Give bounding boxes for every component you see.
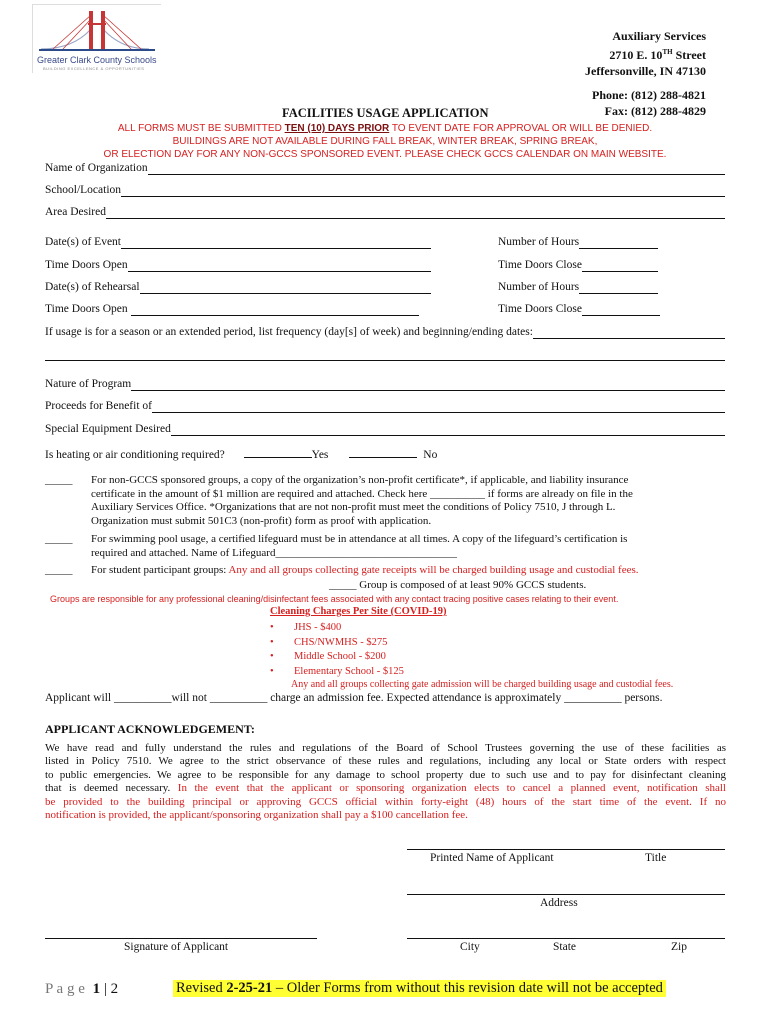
open1-row: [45, 259, 431, 272]
school-field[interactable]: [121, 184, 725, 197]
title-caption: Title: [645, 852, 667, 864]
rehearsal-row: [45, 281, 431, 294]
check-item-1: [45, 474, 730, 528]
dates-row: [45, 236, 431, 249]
proceeds-field[interactable]: [152, 400, 725, 413]
season-field-2[interactable]: [45, 346, 725, 361]
state-caption: State: [553, 941, 576, 953]
revision-note: Revised 2-25-21 – Older Forms from without this revision date will not be accepted: [173, 980, 666, 997]
dates-label: Date(s) of Event: [45, 236, 121, 248]
org-label: Name of Organization: [45, 162, 148, 174]
check-blank-2[interactable]: _____: [45, 533, 73, 545]
ack-line4: that is deemed necessary. In the event that the applicant or sponsoring organization elects to cancel a planned event, notification shall: [45, 782, 726, 795]
close1-label: Time Doors Close: [498, 259, 582, 271]
check-blank-1[interactable]: _____: [45, 474, 73, 486]
close1-field[interactable]: [582, 259, 658, 272]
notice-line2: BUILDINGS ARE NOT AVAILABLE DURING FALL BREAK, WINTER BREAK, SPRING BREAK,: [172, 136, 598, 147]
school-label: School/Location: [45, 184, 122, 196]
close2-field[interactable]: [582, 303, 660, 316]
ack-heading: APPLICANT ACKNOWLEDGEMENT:: [45, 722, 255, 736]
city-state-zip-line[interactable]: [407, 938, 725, 939]
org-field[interactable]: [148, 162, 725, 175]
proceeds-row: [45, 400, 725, 413]
ack-line2: listed in Policy 7510. We agree to the strict observance of these rules and regulations, including any local or State orders with respect: [45, 755, 726, 768]
logo-tagline: BUILDING EXCELLENCE & OPPORTUNITIES: [43, 66, 145, 71]
city: Jeffersonville, IN 47130: [585, 64, 706, 78]
city-caption: City: [460, 941, 480, 953]
ack-line1: We have read and fully understand the rules and regulations of the Board of School Trustees governing the use of these facilities as: [45, 742, 726, 754]
open2-row: [45, 303, 419, 316]
org-row: [45, 162, 725, 175]
close2-label: Time Doors Close: [498, 303, 582, 315]
bridge-logo-icon: [33, 5, 161, 57]
school-row: [45, 184, 725, 197]
hours2-field[interactable]: [579, 281, 658, 294]
page-number: [45, 981, 118, 998]
area-field[interactable]: [106, 206, 725, 219]
open1-field[interactable]: [128, 259, 431, 272]
dates-field[interactable]: [121, 236, 431, 249]
hvac-yes-label: Yes: [311, 449, 329, 461]
page-total: 2: [110, 981, 119, 997]
nature-label: Nature of Program: [45, 378, 132, 390]
hvac-no-label: No: [423, 449, 438, 461]
open2-label: Time Doors Open: [45, 303, 128, 315]
check2-line1: For swimming pool usage, a certified lifeguard must be in attendance at all times. A copy of the lifeguard’s certification is: [91, 533, 628, 545]
notice-line1: ALL FORMS MUST BE SUBMITTED TEN (10) DAYS PRIOR TO EVENT DATE FOR APPROVAL OR WILL BE DENIED.: [117, 123, 653, 134]
ack-body: [45, 742, 726, 822]
page-word: P a g e: [45, 981, 85, 997]
open2-field[interactable]: [131, 303, 419, 316]
equipment-label: Special Equipment Desired: [45, 423, 171, 435]
signature-line[interactable]: [45, 938, 317, 939]
logo: [32, 4, 161, 73]
open1-label: Time Doors Open: [45, 259, 128, 271]
zip-caption: Zip: [671, 941, 687, 953]
ack-line6: notification is provided, the applicant/sponsoring organization shall pay a $100 cancellation fee.: [45, 809, 468, 822]
close1-row: [498, 259, 658, 272]
hvac-yes-field[interactable]: [244, 445, 312, 458]
check1-line1: For non-GCCS sponsored groups, a copy of the organization’s non-profit certificate*, if applicable, and liability insurance: [91, 474, 629, 486]
cleaning-list: [270, 621, 404, 679]
season-field[interactable]: [533, 326, 725, 339]
hvac-label: Is heating or air conditioning required?: [45, 449, 225, 461]
equipment-row: [45, 423, 725, 436]
rehearsal-label: Date(s) of Rehearsal: [45, 281, 140, 293]
printed-name-line[interactable]: [407, 849, 725, 850]
equipment-field[interactable]: [171, 423, 725, 436]
printed-name-caption: Printed Name of Applicant: [430, 852, 554, 864]
proceeds-label: Proceeds for Benefit of: [45, 400, 152, 412]
hours1-field[interactable]: [579, 236, 658, 249]
check-item-2: [45, 533, 730, 560]
hours2-label: Number of Hours: [498, 281, 580, 293]
area-label: Area Desired: [45, 206, 106, 218]
fax: Fax: (812) 288-4829: [604, 104, 706, 118]
nature-row: [45, 378, 725, 391]
hvac-row: [45, 445, 437, 461]
check1-line2: certificate in the amount of $1 million are required and attached. Check here __________ if forms are already on file in the: [91, 487, 633, 500]
address-block: [585, 28, 706, 119]
season-label: If usage is for a season or an extended period, list frequency (day[s] of week) and beginning/ending dates:: [45, 326, 533, 338]
cleaning-item: • Middle School - $200: [270, 651, 386, 662]
form-title: FACILITIES USAGE APPLICATION: [282, 106, 489, 120]
page-num: 1: [92, 981, 101, 997]
street: 2710 E. 10TH Street: [609, 48, 706, 62]
admission-line: Applicant will __________will not __________ charge an admission fee. Expected attendance is approximately __________ persons.: [45, 692, 663, 704]
hours2-row: [498, 281, 658, 294]
ack-line5: be provided to the building principal or approving GCCS official within forty-eight (48) hours of the start time of the event. If no: [45, 795, 726, 808]
cleaning-item: • CHS/NWMHS - $275: [270, 636, 388, 648]
nature-field[interactable]: [131, 378, 725, 391]
address-caption: Address: [540, 897, 578, 909]
cleaning-item: • JHS - $400: [270, 622, 342, 633]
page-sep: |: [100, 981, 111, 997]
notice-line3: OR ELECTION DAY FOR ANY NON-GCCS SPONSORED EVENT. PLEASE CHECK GCCS CALENDAR ON MAIN WEBSITE.: [103, 149, 667, 160]
groups-note: Groups are responsible for any professional cleaning/disinfectant fees associated with any contact tracing positive cases relating to their event.: [50, 594, 619, 604]
phone: Phone: (812) 288-4821: [592, 88, 706, 102]
dept: Auxiliary Services: [612, 29, 706, 43]
hvac-no-field[interactable]: [349, 445, 417, 458]
cleaning-item: • Elementary School - $125: [270, 665, 404, 677]
area-row: [45, 206, 725, 219]
address-line[interactable]: [407, 894, 725, 895]
hours1-row: [498, 236, 658, 249]
logo-name: Greater Clark County Schools: [37, 55, 157, 65]
ack-line3: to public emergencies. We agree to be responsible for any damage to school property due to such use and to pay for disinfectant cleaning: [45, 768, 726, 781]
cleaning-note: Any and all groups collecting gate admission will be charged building usage and custodial fees.: [291, 679, 674, 690]
hours1-label: Number of Hours: [498, 236, 580, 248]
close2-row: [498, 303, 660, 316]
rehearsal-field[interactable]: [140, 281, 431, 294]
season-row: [45, 326, 725, 339]
check3-red: Any and all groups collecting gate receipts will be charged building usage and custodial fees.: [228, 564, 639, 576]
cleaning-title: Cleaning Charges Per Site (COVID-19): [270, 606, 447, 617]
check2-line2: required and attached. Name of Lifeguard_________________________________: [91, 546, 457, 559]
check1-line4: Organization must submit 501C3 (non-profit) form as proof with application.: [91, 514, 432, 527]
check-blank-3[interactable]: _____: [45, 564, 73, 576]
signature-caption: Signature of Applicant: [124, 941, 229, 953]
check3-line2: _____ Group is composed of at least 90% GCCS students.: [329, 579, 587, 591]
check1-line3: Auxiliary Services Office. *Organizations that are not non-profit must meet the conditions of Policy 7510, J through L.: [91, 501, 616, 513]
check3-label: For student participant groups:: [91, 564, 229, 576]
notice: [40, 122, 730, 161]
check-item-3: [45, 564, 730, 578]
